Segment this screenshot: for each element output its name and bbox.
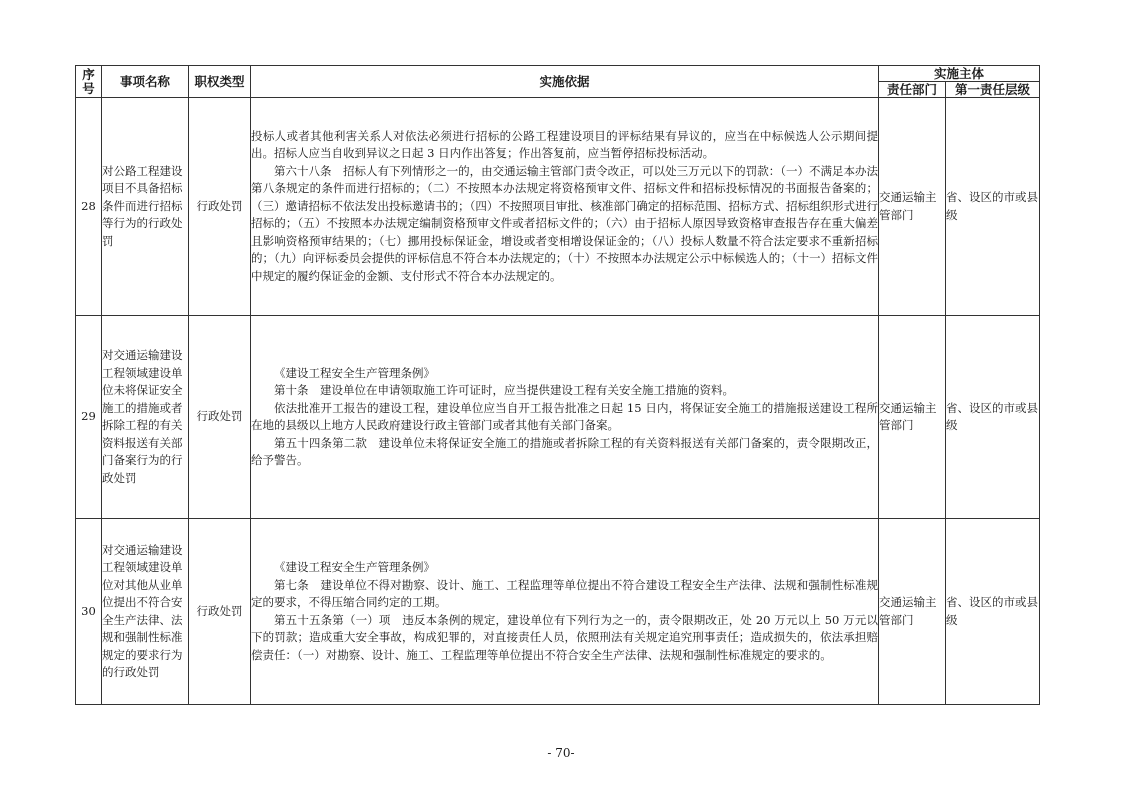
item-name: 对交通运输建设工程领域建设单位未将保证安全施工的措施或者拆除工程的有关资料报送有关部门备案行为的行政处罚 xyxy=(102,316,189,519)
row-number: 28 xyxy=(76,98,102,316)
row-number: 29 xyxy=(76,316,102,519)
header-basis: 实施依据 xyxy=(251,66,879,98)
basis-paragraph: 依法批准开工报告的建设工程，建设单位应当自开工报告批准之日起 15 日内，将保证安全施工的措施报送建设工程所在地的县级以上地方人民政府建设行政主管部门或者其他有关部门备案。 xyxy=(251,400,878,432)
legal-basis xyxy=(251,316,879,519)
responsibility-level: 省、设区的市或县级 xyxy=(946,519,1040,705)
basis-paragraph: 第十条 建设单位在申请领取施工许可证时，应当提供建设工程有关安全施工措施的资料。 xyxy=(274,383,734,397)
item-name: 对公路工程建设项目不具备招标条件而进行招标等行为的行政处罚 xyxy=(102,98,189,316)
page-number: - 70- xyxy=(547,746,575,760)
responsible-dept: 交通运输主管部门 xyxy=(879,316,946,519)
basis-paragraph: 《建设工程安全生产管理条例》 xyxy=(274,560,435,574)
table-row xyxy=(76,316,1040,519)
responsibility-level: 省、设区的市或县级 xyxy=(946,316,1040,519)
responsible-dept: 交通运输主管部门 xyxy=(879,519,946,705)
basis-paragraph: 《建设工程安全生产管理条例》 xyxy=(274,365,435,380)
legal-basis xyxy=(251,519,879,705)
header-level: 第一责任层级 xyxy=(946,82,1040,98)
table-row xyxy=(76,98,1040,316)
power-type: 行政处罚 xyxy=(189,316,251,519)
basis-paragraph: 第五十五条第（一）项 违反本条例的规定，建设单位有下列行为之一的，责令限期改正，处 20 万元以上 50 万元以下的罚款；造成重大安全事故，构成犯罪的，对直接责任人员，依照刑法有关规定追究刑事责任；造成损失的，依法承担赔偿责任：（一）对勘察、设计、施工、工程监理等单位提出不符合安全生产法律、法规和强制性标准规定的要求的。 xyxy=(251,612,878,662)
basis-paragraph: 第五十四条第二款 建设单位未将保证安全施工的措施或者拆除工程的有关资料报送有关部门备案的，责令限期改正，给予警告。 xyxy=(251,435,878,467)
header-dept: 责任部门 xyxy=(879,82,946,98)
basis-paragraph: 第七条 建设单位不得对勘察、设计、施工、工程监理等单位提出不符合建设工程安全生产法律、法规和强制性标准规定的要求，不得压缩合同约定的工期。 xyxy=(251,577,878,609)
power-type: 行政处罚 xyxy=(189,98,251,316)
item-name: 对交通运输建设工程领域建设单位对其他从业单位提出不符合安全生产法律、法规和强制性标准规定的要求行为的行政处罚 xyxy=(102,519,189,705)
header-seq: 序 号 xyxy=(76,66,102,98)
legal-basis xyxy=(251,98,879,316)
header-name: 事项名称 xyxy=(102,66,189,98)
responsible-dept: 交通运输主管部门 xyxy=(879,98,946,316)
basis-paragraph: 第六十八条 招标人有下列情形之一的，由交通运输主管部门责令改正，可以处三万元以下的罚款：（一）不满足本办法第八条规定的条件而进行招标的；（二）不按照本办法规定将资格预审文件、招标文件和招标投标情况的书面报告备案的；（三）邀请招标不依法发出投标邀请书的；（四）不按照项目审批、核准部门确定的招标范围、招标方式、招标组织形式进行招标的；（五）不按照本办法规定编制资格预审文件或者招标文件的；（六）由于招标人原因导致资格审查报告存在重大偏差且影响资格预审结果的；（七）挪用投标保证金，增设或者变相增设保证金的；（八）投标人数量不符合法定要求不重新招标的；（九）向评标委员会提供的评标信息不符合本办法规定的；（十）不按照本办法规定公示中标候选人的；（十一）招标文件中规定的履约保证金的金额、支付形式不符合本办法规定的。 xyxy=(251,163,878,283)
header-type: 职权类型 xyxy=(189,66,251,98)
table-row xyxy=(76,519,1040,705)
row-number: 30 xyxy=(76,519,102,705)
responsibility-level: 省、设区的市或县级 xyxy=(946,98,1040,316)
header-subject: 实施主体 xyxy=(879,66,1040,82)
power-type: 行政处罚 xyxy=(189,519,251,705)
power-list-table xyxy=(75,65,1040,705)
basis-paragraph: 投标人或者其他利害关系人对依法必须进行招标的公路工程建设项目的评标结果有异议的，应当在中标候选人公示期间提出。招标人应当自收到异议之日起 3 日内作出答复；作出答复前，应当暂停招标投标活动。 xyxy=(251,128,878,161)
